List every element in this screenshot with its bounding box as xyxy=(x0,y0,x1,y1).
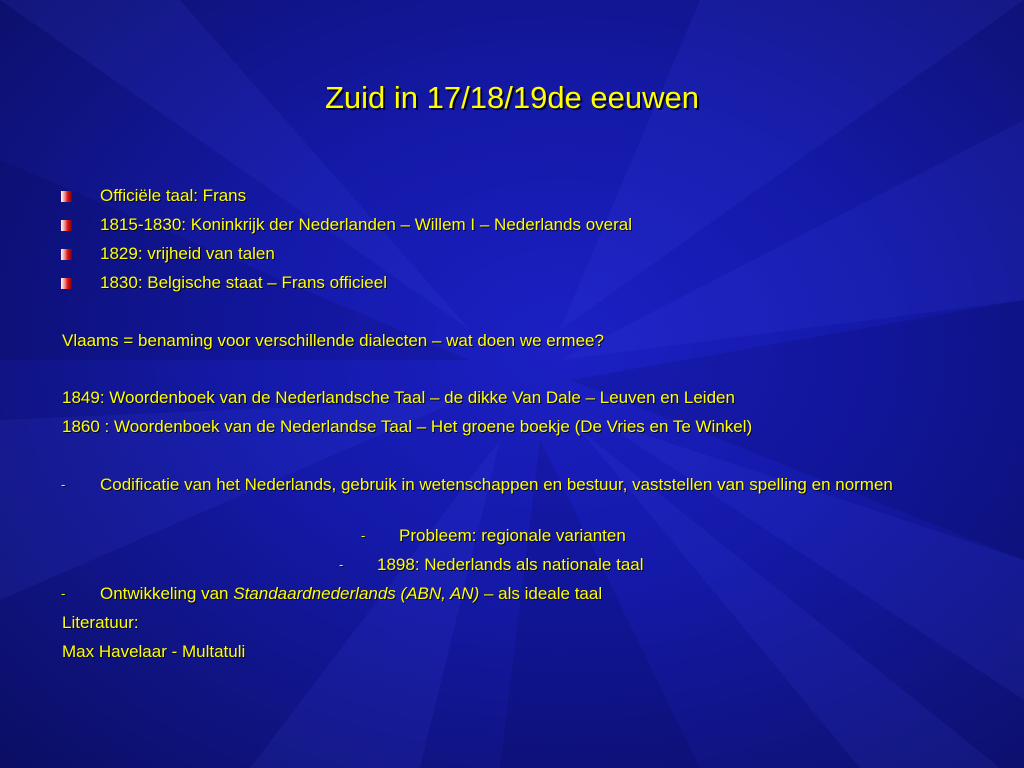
bullet-square-icon xyxy=(61,249,72,260)
ontwikkeling-italic: Standaardnederlands (ABN, AN) xyxy=(233,584,480,603)
dash-marker: - xyxy=(339,557,344,572)
dash-item: Codificatie van het Nederlands, gebruik in wetenschappen en bestuur, vaststellen van spelling en normen xyxy=(100,475,893,494)
bullet-item: 1829: vrijheid van talen xyxy=(100,244,275,263)
bullet-square-icon xyxy=(61,191,72,202)
bullet-square-icon xyxy=(61,220,72,231)
woordenboek-line: 1860 : Woordenboek van de Nederlandse Taal – Het groene boekje (De Vries en Te Winkel) xyxy=(62,417,753,436)
dash-marker: - xyxy=(361,528,366,543)
ontwikkeling-prefix: Ontwikkeling van xyxy=(100,584,234,603)
dash-marker: - xyxy=(61,477,66,492)
bullet-square-icon xyxy=(61,278,72,289)
bullet-item: 1815-1830: Koninkrijk der Nederlanden – Willem I – Nederlands overal xyxy=(100,215,633,234)
woordenboek-line: 1849: Woordenboek van de Nederlandsche Taal – de dikke Van Dale – Leuven en Leiden xyxy=(62,388,735,407)
vlaams-line: Vlaams = benaming voor verschillende dialecten – wat doen we ermee? xyxy=(62,331,604,350)
dash-item: 1898: Nederlands als nationale taal xyxy=(377,555,644,574)
literatuur-label: Literatuur: xyxy=(62,613,139,632)
slide-title: Zuid in 17/18/19de eeuwen xyxy=(324,80,699,115)
literatuur-item: Max Havelaar - Multatuli xyxy=(62,642,246,661)
bullet-item: 1830: Belgische staat – Frans officieel xyxy=(100,273,387,292)
dash-item: Probleem: regionale varianten xyxy=(399,526,626,545)
dash-marker: - xyxy=(61,586,66,601)
ontwikkeling-line xyxy=(100,583,602,605)
ontwikkeling-suffix: – als ideale taal xyxy=(479,584,603,603)
bullet-item: Officiële taal: Frans xyxy=(100,186,247,205)
